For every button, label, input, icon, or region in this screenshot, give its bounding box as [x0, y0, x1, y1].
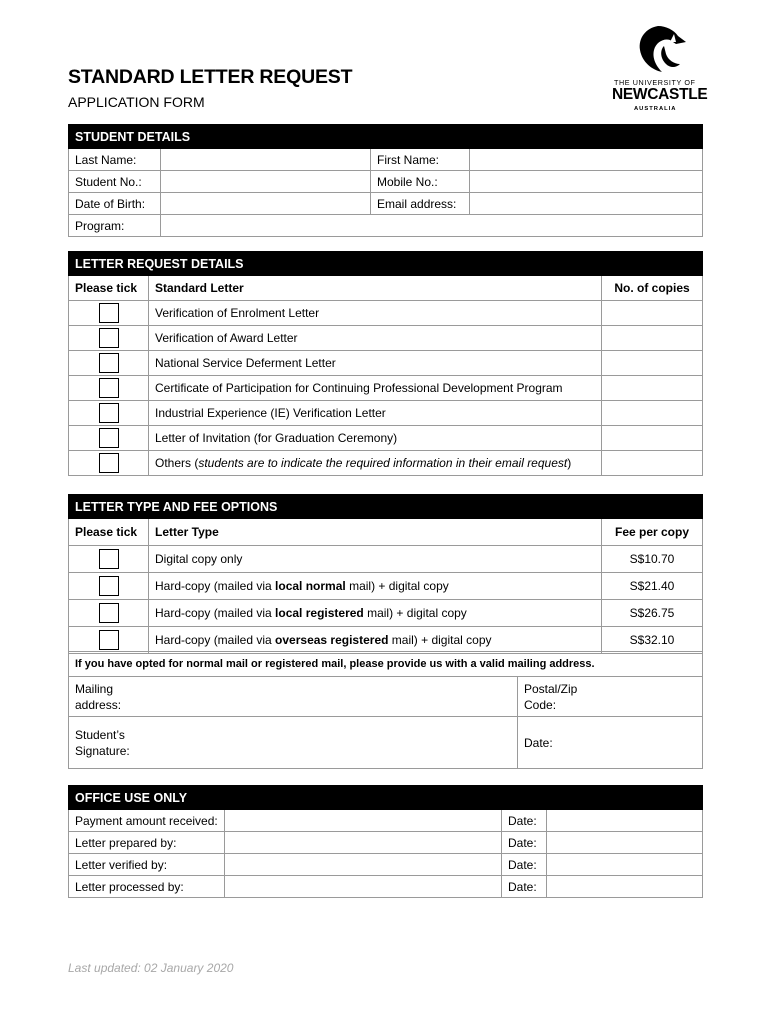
fee-value: S$21.40	[602, 573, 703, 600]
copies-field[interactable]	[602, 326, 703, 351]
fee-option-row	[69, 627, 703, 654]
copies-field[interactable]	[602, 301, 703, 326]
payment-field[interactable]	[225, 810, 502, 832]
office-use-table	[68, 785, 703, 898]
letter-name: Industrial Experience (IE) Verification Letter	[149, 401, 602, 426]
fee-option-row	[69, 546, 703, 573]
tick-checkbox[interactable]	[99, 603, 119, 623]
hardcopy-prefix: Hard-copy (mailed via	[155, 633, 276, 647]
postal-code-label: Postal/Zip Code:	[524, 681, 578, 712]
dragon-crest-icon	[630, 24, 688, 76]
letter-row	[69, 301, 703, 326]
col-standard-letter: Standard Letter	[149, 276, 602, 301]
verified-field[interactable]	[225, 854, 502, 876]
verified-label: Letter verified by:	[69, 854, 225, 876]
program-label: Program:	[69, 215, 161, 237]
tick-checkbox[interactable]	[99, 353, 119, 373]
tick-checkbox[interactable]	[99, 549, 119, 569]
letter-name: Verification of Award Letter	[149, 326, 602, 351]
tick-checkbox[interactable]	[99, 630, 119, 650]
hardcopy-suffix: mail) + digital copy	[388, 633, 492, 647]
hardcopy-suffix: mail) + digital copy	[345, 579, 449, 593]
date-field[interactable]	[547, 876, 703, 898]
mailing-address-field[interactable]	[69, 677, 518, 717]
copies-field[interactable]	[602, 351, 703, 376]
mobile-no-label: Mobile No.:	[371, 171, 470, 193]
date-field[interactable]	[547, 854, 703, 876]
signature-date-label: Date:	[524, 735, 553, 750]
fee-option-row	[69, 600, 703, 627]
mailing-table	[68, 651, 703, 769]
date-label: Date:	[502, 854, 547, 876]
student-details-heading: STUDENT DETAILS	[69, 125, 703, 149]
date-field[interactable]	[547, 810, 703, 832]
logo-text-small: THE UNIVERSITY OF	[614, 78, 696, 87]
letter-name: Verification of Enrolment Letter	[149, 301, 602, 326]
col-letter-type: Letter Type	[149, 519, 602, 546]
letter-row	[69, 351, 703, 376]
form-subtitle: APPLICATION FORM	[68, 94, 205, 110]
option-digital: Digital copy only	[149, 546, 602, 573]
hardcopy-prefix: Hard-copy (mailed via	[155, 606, 276, 620]
student-no-field[interactable]	[161, 171, 371, 193]
col-fee-per-copy: Fee per copy	[602, 519, 703, 546]
form-title: STANDARD LETTER REQUEST	[68, 66, 353, 88]
tick-checkbox[interactable]	[99, 378, 119, 398]
letter-name: Certificate of Participation for Continuing Professional Development Program	[149, 376, 602, 401]
last-name-field[interactable]	[161, 149, 371, 171]
col-no-of-copies: No. of copies	[602, 276, 703, 301]
logo-text-main: NEWCASTLE	[612, 86, 708, 103]
email-label: Email address:	[371, 193, 470, 215]
tick-checkbox[interactable]	[99, 328, 119, 348]
office-use-heading: OFFICE USE ONLY	[69, 786, 703, 810]
tick-checkbox[interactable]	[99, 453, 119, 473]
date-label: Date:	[502, 810, 547, 832]
others-prefix: Others (	[155, 456, 199, 470]
last-name-label: Last Name:	[69, 149, 161, 171]
processed-label: Letter processed by:	[69, 876, 225, 898]
mailing-note: If you have opted for normal mail or registered mail, please provide us with a valid mailing address.	[69, 652, 703, 677]
others-instructions: students are to indicate the required information in their email request	[198, 456, 568, 470]
hardcopy-suffix: mail) + digital copy	[363, 606, 467, 620]
mail-type: local registered	[275, 606, 364, 620]
mobile-no-field[interactable]	[470, 171, 703, 193]
mail-type: local normal	[275, 579, 346, 593]
email-field[interactable]	[470, 193, 703, 215]
option-overseas-registered	[149, 627, 602, 654]
letter-row	[69, 401, 703, 426]
letter-row	[69, 426, 703, 451]
student-details-table	[68, 124, 703, 237]
last-updated-note: Last updated: 02 January 2020	[68, 961, 234, 975]
fee-value: S$32.10	[602, 627, 703, 654]
postal-code-field[interactable]	[518, 677, 703, 717]
letter-name-others	[149, 451, 602, 476]
first-name-field[interactable]	[470, 149, 703, 171]
tick-checkbox[interactable]	[99, 403, 119, 423]
letter-row	[69, 376, 703, 401]
col-please-tick: Please tick	[69, 519, 149, 546]
date-field[interactable]	[547, 832, 703, 854]
date-label: Date:	[502, 876, 547, 898]
letter-row	[69, 451, 703, 476]
prepared-field[interactable]	[225, 832, 502, 854]
letter-request-table	[68, 251, 703, 476]
mail-type: overseas registered	[275, 633, 389, 647]
copies-field[interactable]	[602, 401, 703, 426]
prepared-label: Letter prepared by:	[69, 832, 225, 854]
signature-label: Student’s Signature:	[75, 727, 130, 758]
mailing-address-label: Mailing address:	[75, 681, 122, 712]
dob-field[interactable]	[161, 193, 371, 215]
option-local-normal	[149, 573, 602, 600]
copies-field[interactable]	[602, 451, 703, 476]
payment-label: Payment amount received:	[69, 810, 225, 832]
processed-field[interactable]	[225, 876, 502, 898]
col-please-tick: Please tick	[69, 276, 149, 301]
copies-field[interactable]	[602, 376, 703, 401]
tick-checkbox[interactable]	[99, 576, 119, 596]
letter-row	[69, 326, 703, 351]
signature-field[interactable]	[69, 717, 518, 769]
letter-type-table	[68, 494, 703, 654]
program-field[interactable]	[161, 215, 703, 237]
others-suffix: )	[567, 456, 572, 470]
letter-name: Letter of Invitation (for Graduation Ceremony)	[149, 426, 602, 451]
letter-request-heading: LETTER REQUEST DETAILS	[69, 252, 703, 276]
letter-type-heading: LETTER TYPE AND FEE OPTIONS	[69, 495, 703, 519]
tick-checkbox[interactable]	[99, 303, 119, 323]
date-label: Date:	[502, 832, 547, 854]
fee-option-row	[69, 573, 703, 600]
copies-field[interactable]	[602, 426, 703, 451]
letter-name: National Service Deferment Letter	[149, 351, 602, 376]
fee-value: S$10.70	[602, 546, 703, 573]
signature-date-field[interactable]	[518, 717, 703, 769]
logo-text-country: AUSTRALIA	[634, 106, 677, 112]
hardcopy-prefix: Hard-copy (mailed via	[155, 579, 276, 593]
university-logo	[610, 24, 708, 116]
fee-value: S$26.75	[602, 600, 703, 627]
first-name-label: First Name:	[371, 149, 470, 171]
dob-label: Date of Birth:	[69, 193, 161, 215]
option-local-registered	[149, 600, 602, 627]
tick-checkbox[interactable]	[99, 428, 119, 448]
student-no-label: Student No.:	[69, 171, 161, 193]
